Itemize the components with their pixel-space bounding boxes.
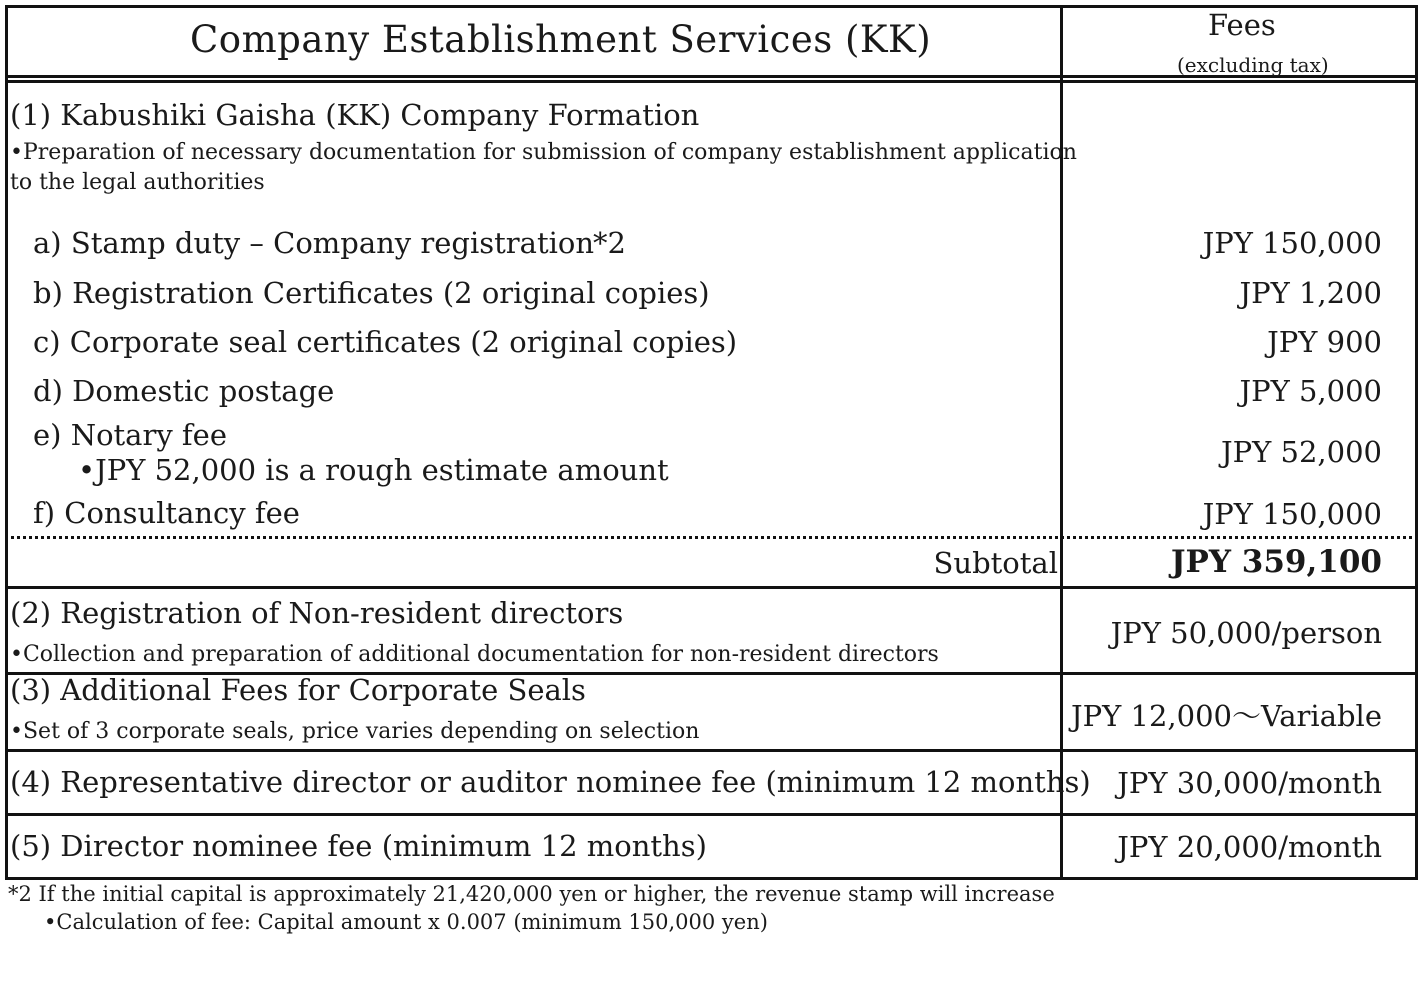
row-divider-1 bbox=[5, 586, 1418, 589]
footnote-line1: *2 If the initial capital is approximately 21,420,000 yen or higher, the revenue stamp will increase bbox=[8, 882, 1055, 906]
section2-desc: •Collection and preparation of additional documentation for non-resident directors bbox=[10, 642, 939, 667]
row-divider-4 bbox=[5, 813, 1418, 816]
header-divider-2 bbox=[5, 80, 1418, 83]
fees-column-title: Fees bbox=[1208, 8, 1276, 42]
price-registration-certificates: JPY 1,200 bbox=[1239, 276, 1382, 310]
section1-desc-line2: to the legal authorities bbox=[10, 170, 265, 195]
section3-title: (3) Additional Fees for Corporate Seals bbox=[10, 673, 586, 707]
section1-title: (1) Kabushiki Gaisha (KK) Company Formation bbox=[10, 98, 700, 132]
list-item-stamp-duty: a) Stamp duty – Company registration bbox=[33, 226, 595, 260]
price-stamp-duty: JPY 150,000 bbox=[1202, 226, 1382, 260]
footnote-marker: *2 bbox=[593, 226, 626, 260]
price-consultancy-fee: JPY 150,000 bbox=[1202, 497, 1382, 531]
section5-title: (5) Director nominee fee (minimum 12 months) bbox=[10, 829, 707, 863]
price-non-resident-directors: JPY 50,000/person bbox=[1110, 616, 1382, 650]
footnote-line2: •Calculation of fee: Capital amount x 0.007 (minimum 150,000 yen) bbox=[44, 910, 768, 934]
list-item-corporate-seal-certificates: c) Corporate seal certificates (2 original copies) bbox=[33, 325, 738, 359]
notary-fee-note: •JPY 52,000 is a rough estimate amount bbox=[78, 453, 669, 487]
subtotal-label: Subtotal bbox=[933, 546, 1058, 580]
price-corporate-seal-certificates: JPY 900 bbox=[1267, 325, 1382, 359]
price-representative-nominee: JPY 30,000/month bbox=[1117, 766, 1382, 800]
subtotal-separator bbox=[5, 536, 1418, 539]
price-director-nominee: JPY 20,000/month bbox=[1117, 830, 1382, 864]
price-notary-fee: JPY 52,000 bbox=[1221, 435, 1382, 469]
table-border-top bbox=[5, 5, 1418, 8]
section3-desc: •Set of 3 corporate seals, price varies depending on selection bbox=[10, 719, 700, 744]
fees-column-note: (excluding tax) bbox=[1177, 53, 1329, 77]
section1-desc-line1: •Preparation of necessary documentation for submission of company establishment application bbox=[10, 140, 1077, 165]
row-divider-3 bbox=[5, 749, 1418, 752]
subtotal-value: JPY 359,100 bbox=[1170, 544, 1382, 580]
section4-title: (4) Representative director or auditor nominee fee (minimum 12 months) bbox=[10, 765, 1091, 799]
price-domestic-postage: JPY 5,000 bbox=[1239, 374, 1382, 408]
list-item-registration-certificates: b) Registration Certificates (2 original copies) bbox=[33, 276, 710, 310]
list-item-domestic-postage: d) Domestic postage bbox=[33, 374, 335, 408]
list-item-consultancy-fee: f) Consultancy fee bbox=[33, 496, 300, 530]
list-item-notary-fee: e) Notary fee bbox=[33, 418, 227, 452]
section2-title: (2) Registration of Non-resident directors bbox=[10, 596, 624, 630]
price-corporate-seals: JPY 12,000～Variable bbox=[1071, 699, 1382, 733]
table-title: Company Establishment Services (KK) bbox=[190, 18, 932, 61]
table-border-bottom bbox=[5, 877, 1418, 880]
